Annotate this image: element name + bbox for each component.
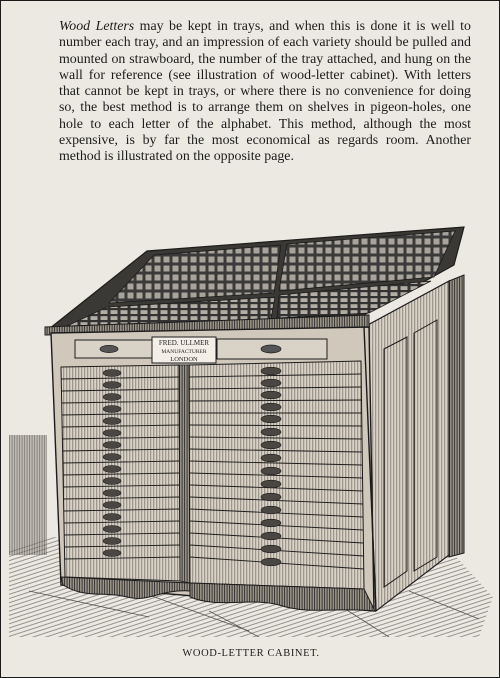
maker-title: MANUFACTURER — [161, 349, 207, 355]
body-paragraph — [59, 19, 471, 166]
lead-phrase: Wood Letters — [59, 19, 135, 34]
maker-name: FRED. ULLMER — [158, 339, 210, 347]
figure-caption: WOOD-LETTER CABINET. — [182, 648, 320, 659]
maker-city: LONDON — [170, 356, 198, 363]
paragraph-text: may be kept in trays, and when this is done it is well to number each tray, and an impression of each variety should be pulled and mounted on strawboard, the number of the tray attached, and hung on the wall for reference (see illustration of wood-letter cabinet). With letters that cannot be kept in trays, or where there is no convenience for doing so, the best method is to arrange them on shelves in pigeon-holes, one hole to each letter of the alphabet. This method, although the most expensive, is by far the most economical as regards room. Another method is illustrated on the opposite page. — [59, 19, 471, 165]
right-drawer-stack — [189, 361, 364, 589]
left-drawer-stack — [61, 365, 180, 581]
wood-letter-cabinet-engraving — [9, 219, 493, 637]
